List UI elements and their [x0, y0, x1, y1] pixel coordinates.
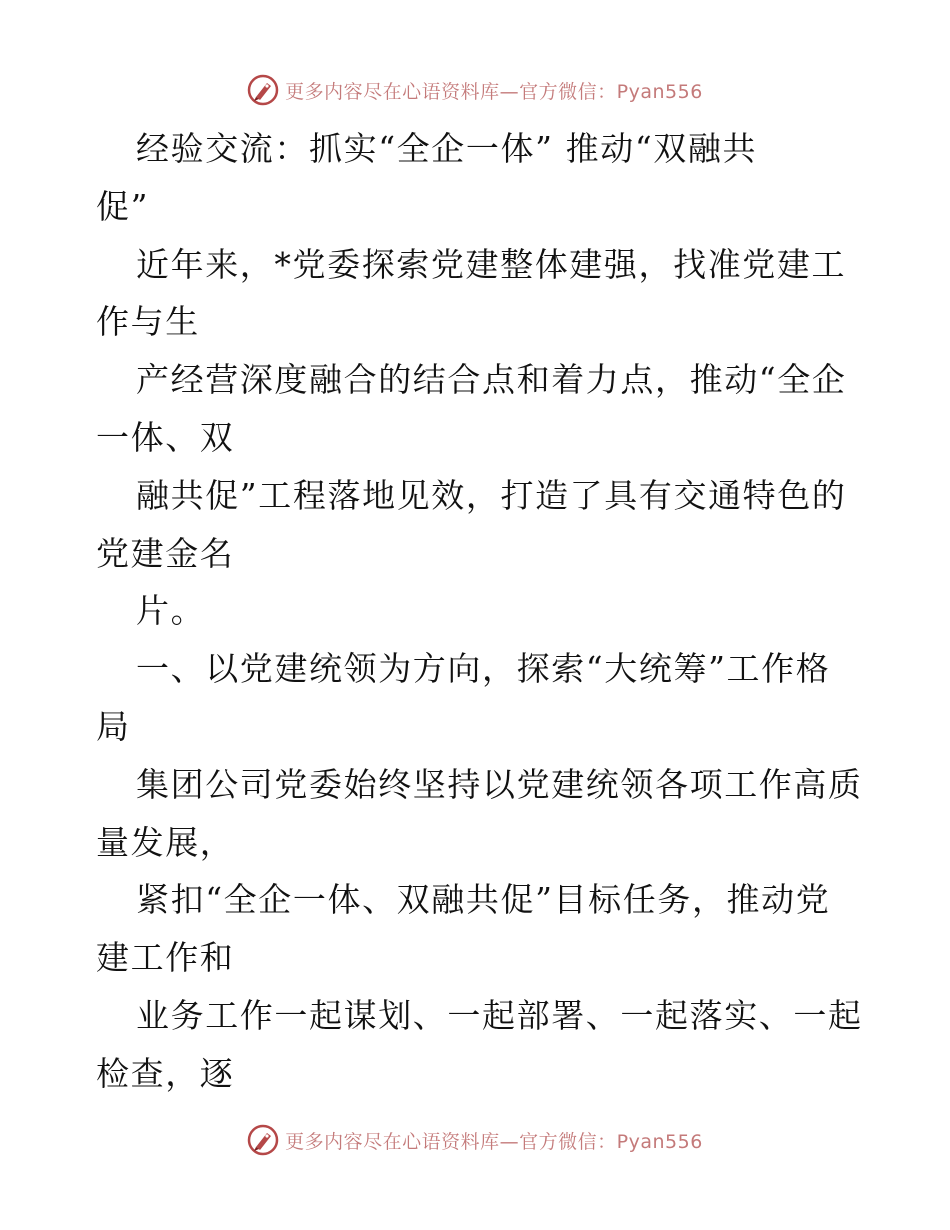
paragraph-line: 量发展，: [96, 822, 235, 862]
header-banner-text: 更多内容尽在心语资料库—官方微信：Pyan556: [285, 80, 703, 103]
paragraph-line: 建工作和: [96, 938, 235, 978]
title-line-2: 促”: [96, 186, 150, 226]
paragraph-line: 一体、双: [96, 417, 235, 457]
paragraph-line: 近年来，*党委探索党建整体建强，找准党建工: [136, 244, 847, 284]
section-heading-line: 局: [96, 706, 131, 746]
paragraph-line: 党建金名: [96, 533, 235, 573]
section-heading-line: 一、以党建统领为方向，探索“大统筹”工作格: [136, 649, 831, 689]
paragraph-line: 检查，逐: [96, 1053, 235, 1093]
pen-nib-logo-icon: [247, 1124, 279, 1156]
paragraph-line: 业务工作一起谋划、一起部署、一起落实、一起: [136, 995, 863, 1035]
header-banner: [0, 70, 950, 110]
paragraph-line: 集团公司党委始终坚持以党建统领各项工作高质: [136, 764, 863, 804]
footer-banner-text: 更多内容尽在心语资料库—官方微信：Pyan556: [285, 1130, 703, 1153]
paragraph-line: 融共促”工程落地见效，打造了具有交通特色的: [136, 475, 847, 515]
paragraph-line: 作与生: [96, 302, 200, 342]
paragraph-line: 产经营深度融合的结合点和着力点，推动“全企: [136, 360, 847, 400]
footer-banner: [0, 1120, 950, 1160]
paragraph-line: 片。: [136, 591, 206, 631]
paragraph-line: 紧扣“全企一体、双融共促”目标任务，推动党: [136, 880, 831, 920]
document-body: [96, 120, 863, 1103]
title-line-1: 经验交流：抓实“全企一体” 推动“双融共: [136, 129, 758, 168]
pen-nib-logo-icon: [247, 74, 279, 106]
